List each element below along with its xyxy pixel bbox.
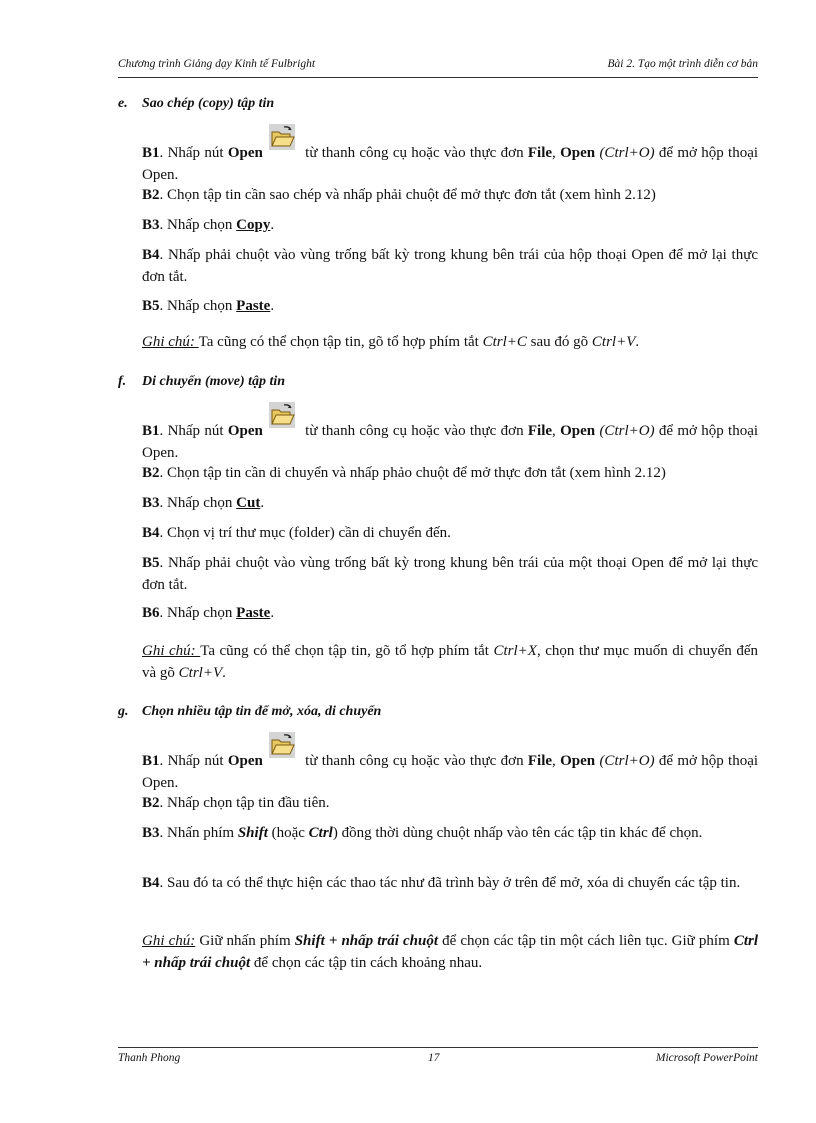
section-e-step-1: B1. Nhấp nút Open từ thanh công cụ hoặc vào thực đơn File, Open (Ctrl+O) để mở hộp thoại Open.	[142, 134, 758, 186]
section-f-step-2: B2. Chọn tập tin cần di chuyển và nhấp phảo chuột để mở thực đơn tắt (xem hình 2.12)	[142, 465, 666, 481]
section-e-step-2: B2. Chọn tập tin cần sao chép và nhấp phải chuột để mở thực đơn tắt (xem hình 2.12)	[142, 187, 656, 203]
page-number: 17	[428, 1052, 440, 1064]
open-folder-icon	[269, 732, 295, 758]
section-f-step-3: B3. Nhấp chọn Cut.	[142, 495, 265, 511]
header-rule	[118, 77, 758, 78]
footer-author: Thanh Phong	[118, 1052, 181, 1064]
section-e-note: Ghi chú: Ta cũng có thể chọn tập tin, gõ tổ hợp phím tắt Ctrl+C sau đó gõ Ctrl+V.	[142, 334, 640, 350]
section-f-step-5: B5. Nhấp phải chuột vào vùng trống bất kỳ trong khung bên trái của một thoại Open để mở lại thực đơn tắt.	[142, 555, 758, 593]
section-f-note: Ghi chú: Ta cũng có thể chọn tập tin, gõ tổ hợp phím tắt Ctrl+X, chọn thư mục muốn di chuyển đến và gõ Ctrl+V.	[142, 643, 758, 681]
section-g-step-3: B3. Nhấn phím Shift (hoặc Ctrl) đồng thời dùng chuột nhấp vào tên các tập tin khác để chọn.	[142, 825, 703, 841]
section-f-step-1: B1. Nhấp nút Open từ thanh công cụ hoặc vào thực đơn File, Open (Ctrl+O) để mở hộp thoại Open.	[142, 412, 758, 464]
section-e-step-4: B4. Nhấp phải chuột vào vùng trống bất kỳ trong khung bên trái của hộp thoại Open để mở lại thực đơn tắt.	[142, 247, 758, 285]
section-g-step-2: B2. Nhấp chọn tập tin đầu tiên.	[142, 795, 330, 811]
footer-rule	[118, 1047, 758, 1048]
section-e-title: e. Sao chép (copy) tập tin	[118, 96, 275, 111]
section-e-step-5: B5. Nhấp chọn Paste.	[142, 298, 275, 314]
open-folder-icon	[269, 402, 295, 428]
header-left: Chương trình Giảng dạy Kinh tế Fulbright	[118, 58, 316, 70]
section-g-note: Ghi chú: Giữ nhấn phím Shift + nhấp trái chuột để chọn các tập tin một cách liên tục. Giữ phím Ctrl + nhấp trái chuột để chọn các tập tin cách khoảng nhau.	[142, 933, 759, 971]
section-e-step-3: B3. Nhấp chọn Copy.	[142, 217, 275, 233]
footer-title: Microsoft PowerPoint	[655, 1052, 758, 1064]
header-right: Bài 2. Tạo một trình diễn cơ bản	[607, 58, 758, 70]
section-g-title: g. Chọn nhiều tập tin để mở, xóa, di chuyển	[118, 704, 382, 719]
section-f-step-4: B4. Chọn vị trí thư mục (folder) cần di chuyển đến.	[142, 525, 451, 541]
open-folder-icon	[269, 124, 295, 150]
page-header	[118, 58, 758, 76]
section-f-title: f. Di chuyển (move) tập tin	[118, 374, 286, 389]
section-f-step-6: B6. Nhấp chọn Paste.	[142, 605, 275, 621]
section-g-step-1: B1. Nhấp nút Open từ thanh công cụ hoặc vào thực đơn File, Open (Ctrl+O) để mở hộp thoại Open.	[142, 742, 758, 794]
section-g-step-4: B4. Sau đó ta có thể thực hiện các thao tác như đã trình bày ở trên để mở, xóa di chuyển các tập tin.	[142, 875, 741, 891]
